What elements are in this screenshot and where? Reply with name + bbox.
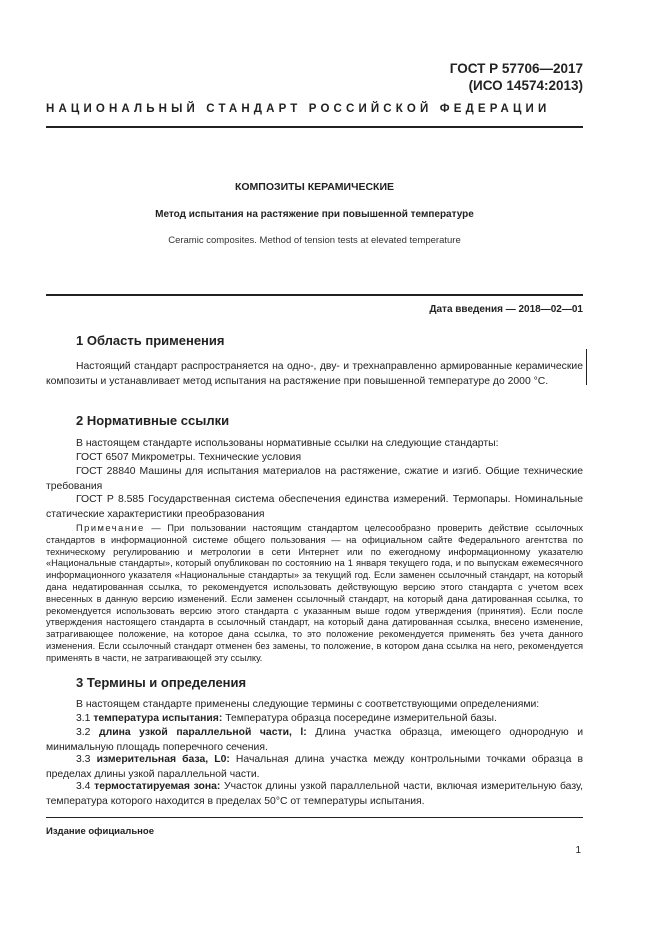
- designation-gost: ГОСТ Р 57706—2017: [449, 61, 583, 76]
- term-definition: [46, 726, 583, 755]
- reference-gost-6507: ГОСТ 6507 Микрометры. Технические условия: [76, 452, 302, 463]
- section-1-text: [46, 360, 583, 389]
- term-name: измерительная база, L0:: [96, 754, 230, 765]
- section-3-intro-text: В настоящем стандарте применены следующие термины с соответствующими определениями:: [76, 699, 540, 710]
- document-title: КОМПОЗИТЫ КЕРАМИЧЕСКИЕ: [234, 181, 395, 193]
- section-2-intro: [46, 437, 583, 452]
- term-text: Начальная длина участка между контрольными точками образца в пределах длины узкой параллельной части.: [46, 754, 584, 780]
- standard-designation: [450, 60, 583, 94]
- official-edition-label: Издание официальное: [46, 826, 154, 837]
- term-definition: [46, 753, 583, 782]
- term-number: 3.1: [76, 713, 91, 724]
- section-1-body: Настоящий стандарт распространяется на одно-, дву- и трехнаправленно армированные керамические композиты и устанавливает метод испытания на растяжение при повышенной температуре до 2000 °С.: [46, 361, 583, 387]
- term-definition: [46, 780, 583, 809]
- section-2-intro-text: В настоящем стандарте использованы нормативные ссылки на следующие стандарты:: [76, 438, 499, 449]
- term-text: Длина участка образца, имеющего однородную и минимальную площадь поперечного сечения.: [46, 727, 583, 753]
- term-text: Участок длины узкой параллельной части, включая измерительную базу, температура которого находится в пределах 50°С от температуры испытания.: [46, 781, 584, 807]
- footer-divider: [46, 817, 583, 818]
- term-definition: [46, 712, 583, 727]
- term-number: 3.3: [76, 754, 91, 765]
- note-label: Примечание: [76, 523, 145, 533]
- term-text: Температура образца посередине измерительной базы.: [222, 713, 497, 724]
- designation-iso: (ИСО 14574:2013): [468, 78, 583, 93]
- section-1-title: 1 Область применения: [76, 333, 225, 348]
- section-2-note: [46, 523, 583, 665]
- change-bar: [586, 349, 587, 385]
- introduction-date: Дата введения — 2018—02—01: [429, 304, 583, 315]
- national-standard-banner: НАЦИОНАЛЬНЫЙ СТАНДАРТ РОССИЙСКОЙ ФЕДЕРАЦИИ: [46, 103, 551, 115]
- header-divider: [46, 126, 583, 128]
- reference-gost-28840: ГОСТ 28840 Машины для испытания материалов на растяжение, сжатие и изгиб. Общие технические требования: [46, 466, 583, 492]
- reference-item: [46, 493, 583, 522]
- note-text: — При пользовании настоящим стандартом целесообразно проверить действие ссылочных стандартов в информационной системе общего пользования — на официальном сайте Федерального агентства по техническому регулированию и метрологии в сети Интернет или по ежегодному информационному указателю «Национальные стандарты», который опубликован по состоянию на 1 января текущего года, и по выпускам ежемесячного информационного указателя «Национальные стандарты» за текущий год. Если заменен ссылочный стандарт, на который дана недатированная ссылка, то рекомендуется использовать действующую версию этого стандарта с учетом всех внесенных в данную версию изменений. Если заменен ссылочный стандарт, на который дана датированная ссылка, то рекомендуется использовать версию этого стандарта с указанным выше годом утверждения (принятия). Если после утверждения настоящего стандарта в ссылочный стандарт, на который дана датированная ссылка, внесено изменение, затрагивающее положение, на которое дана ссылка, то это положение рекомендуется применять без учета данного изменения. Если ссылочный стандарт отменен без замены, то положение, в котором дана ссылка на него, рекомендуется применять в части, не затрагивающей эту ссылку.: [46, 523, 583, 663]
- term-number: 3.4: [76, 781, 91, 792]
- term-name: термостатируемая зона:: [94, 781, 221, 792]
- term-name: длина узкой параллельной части, l:: [99, 727, 307, 738]
- title-divider: [46, 294, 583, 296]
- section-2-title: 2 Нормативные ссылки: [76, 413, 230, 428]
- reference-item: [46, 465, 583, 494]
- page-number: 1: [575, 845, 581, 856]
- reference-item: [46, 451, 583, 466]
- reference-gost-r-8585: ГОСТ Р 8.585 Государственная система обеспечения единства измерений. Термопары. Номинальные статические характеристики преобразования: [46, 494, 583, 520]
- section-3-intro: [46, 698, 583, 713]
- term-name: температура испытания:: [93, 713, 223, 724]
- term-number: 3.2: [76, 727, 91, 738]
- document-title-english: Ceramic composites. Method of tension tests at elevated temperature: [168, 235, 461, 246]
- document-subtitle: Метод испытания на растяжение при повышенной температуре: [155, 209, 474, 220]
- section-3-title: 3 Термины и определения: [76, 675, 247, 690]
